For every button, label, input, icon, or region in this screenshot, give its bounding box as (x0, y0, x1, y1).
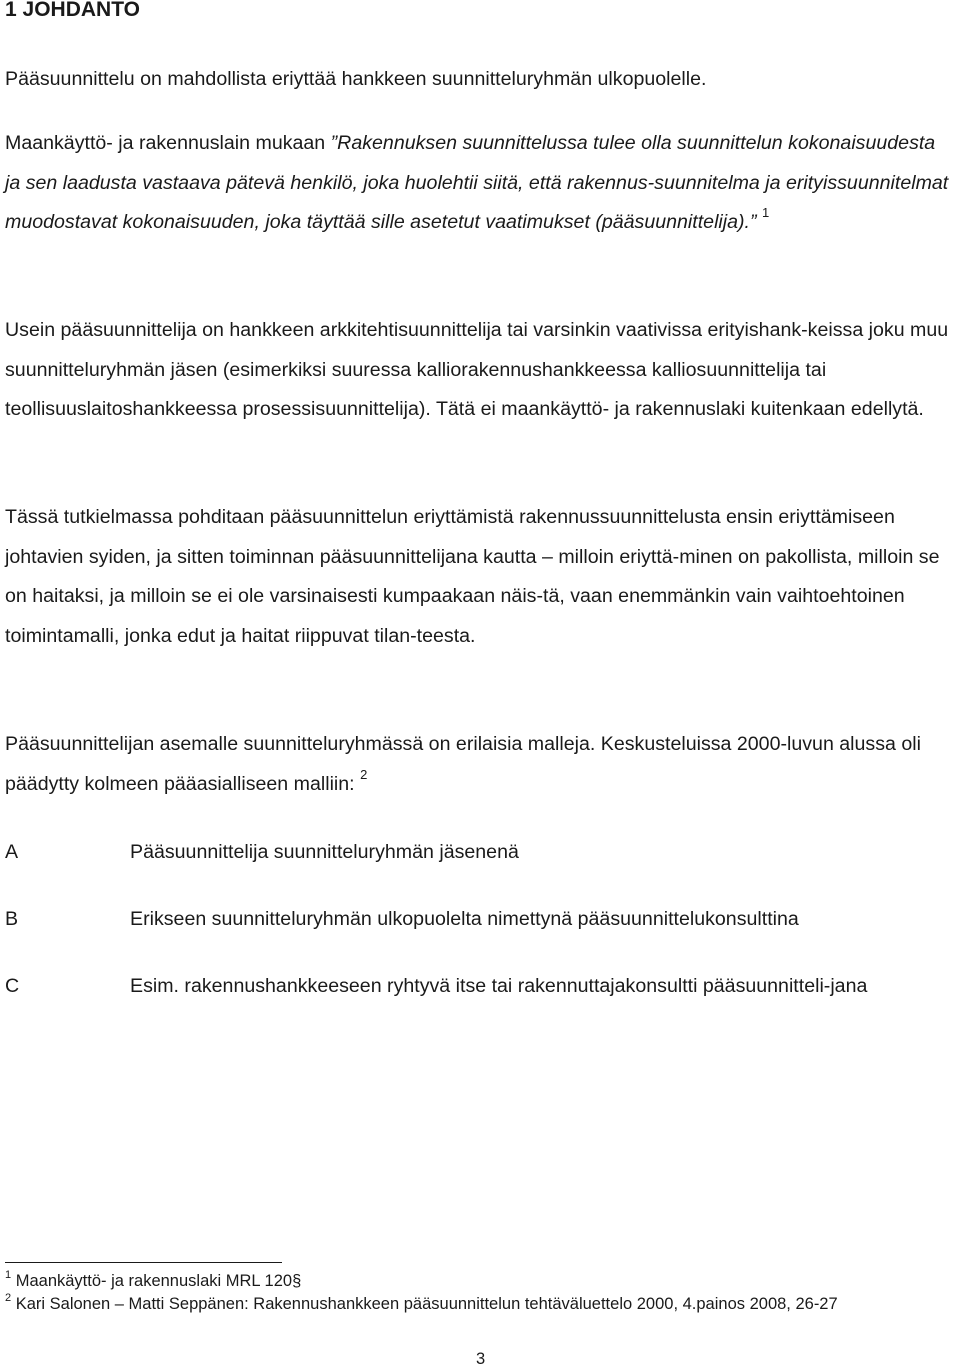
models-intro-text: Pääsuunnittelijan asemalle suunnitteluryhmässä on erilaisia malleja. Keskusteluissa 2000-luvun alussa oli päädytty kolmeen pääasialliseen malliin: (5, 733, 921, 795)
intro-paragraph: Pääsuunnittelu on mahdollista eriyttää hankkeen suunnitteluryhmän ulkopuolelle. (5, 68, 707, 90)
model-text: Pääsuunnittelija suunnitteluryhmän jäsenenä (130, 841, 519, 863)
models-intro-paragraph (5, 725, 955, 804)
model-letter: C (5, 975, 20, 997)
footnote-separator (5, 1262, 282, 1263)
footnote-ref-1: 1 (761, 205, 770, 221)
footnote-2 (5, 1293, 955, 1316)
footnote-ref-2: 2 (360, 766, 368, 782)
chief-designer-paragraph: Usein pääsuunnittelija on hankkeen arkkitehtisuunnittelija tai varsinkin vaativissa erityishank-keissa joku muu suunnitteluryhmän jäsen (esimerkiksi suuressa kalliorakennushankkeessa kalliosuunnittelija tai teollisuuslaitoshankkeessa prosessisuunnittelija). Tätä ei maankäyttö- ja rakennuslaki kuitenkaan edellytä. (5, 319, 949, 420)
footnote-number: 2 (5, 1291, 12, 1304)
model-text: Erikseen suunnitteluryhmän ulkopuolelta nimettynä pääsuunnittelukonsulttina (130, 908, 799, 930)
law-quote-text: ”Rakennuksen suunnittelussa tulee olla suunnittelun kokonaisuudesta ja sen laadusta vastaava pätevä henkilö, joka huolehtii siitä, että rakennus-suunnitelma ja erityissuunnitelmat muodostavat kokonaisuuden, joka täyttää sille asetetut vaatimukset (pääsuunnittelija).” (5, 132, 949, 233)
law-quote-paragraph (5, 124, 955, 243)
page-number: 3 (476, 1350, 486, 1368)
footnote-text: Kari Salonen – Matti Seppänen: Rakennushankkeen pääsuunnittelun tehtäväluettelo 2000, 4.painos 2008, 26-27 (15, 1295, 838, 1313)
footnote-text: Maankäyttö- ja rakennuslaki MRL 120§ (15, 1272, 302, 1290)
study-scope-paragraph: Tässä tutkielmassa pohditaan pääsuunnittelun eriyttämistä rakennussuunnittelusta ensin eriyttämiseen johtavien syiden, ja sitten toiminnan pääsuunnittelijana kautta – milloin eriyttä-minen on pakollista, milloin se on haitaksi, ja milloin se ei ole varsinaisesti kumpaakaan näis-tä, vaan enemmänkin vain vaihtoehtoinen toimintamalli, jonka edut ja haitat riippuvat tilan-teesta. (5, 506, 940, 647)
model-text: Esim. rakennushankkeeseen ryhtyvä itse tai rakennuttajakonsultti pääsuunnitteli-jana (130, 975, 868, 997)
law-quote-prefix: Maankäyttö- ja rakennuslain mukaan (5, 132, 331, 154)
footnote-number: 1 (5, 1268, 12, 1281)
chapter-heading: 1 JOHDANTO (5, 0, 140, 21)
model-letter: A (5, 841, 19, 863)
footnote-1 (5, 1270, 955, 1293)
model-letter: B (5, 908, 19, 930)
